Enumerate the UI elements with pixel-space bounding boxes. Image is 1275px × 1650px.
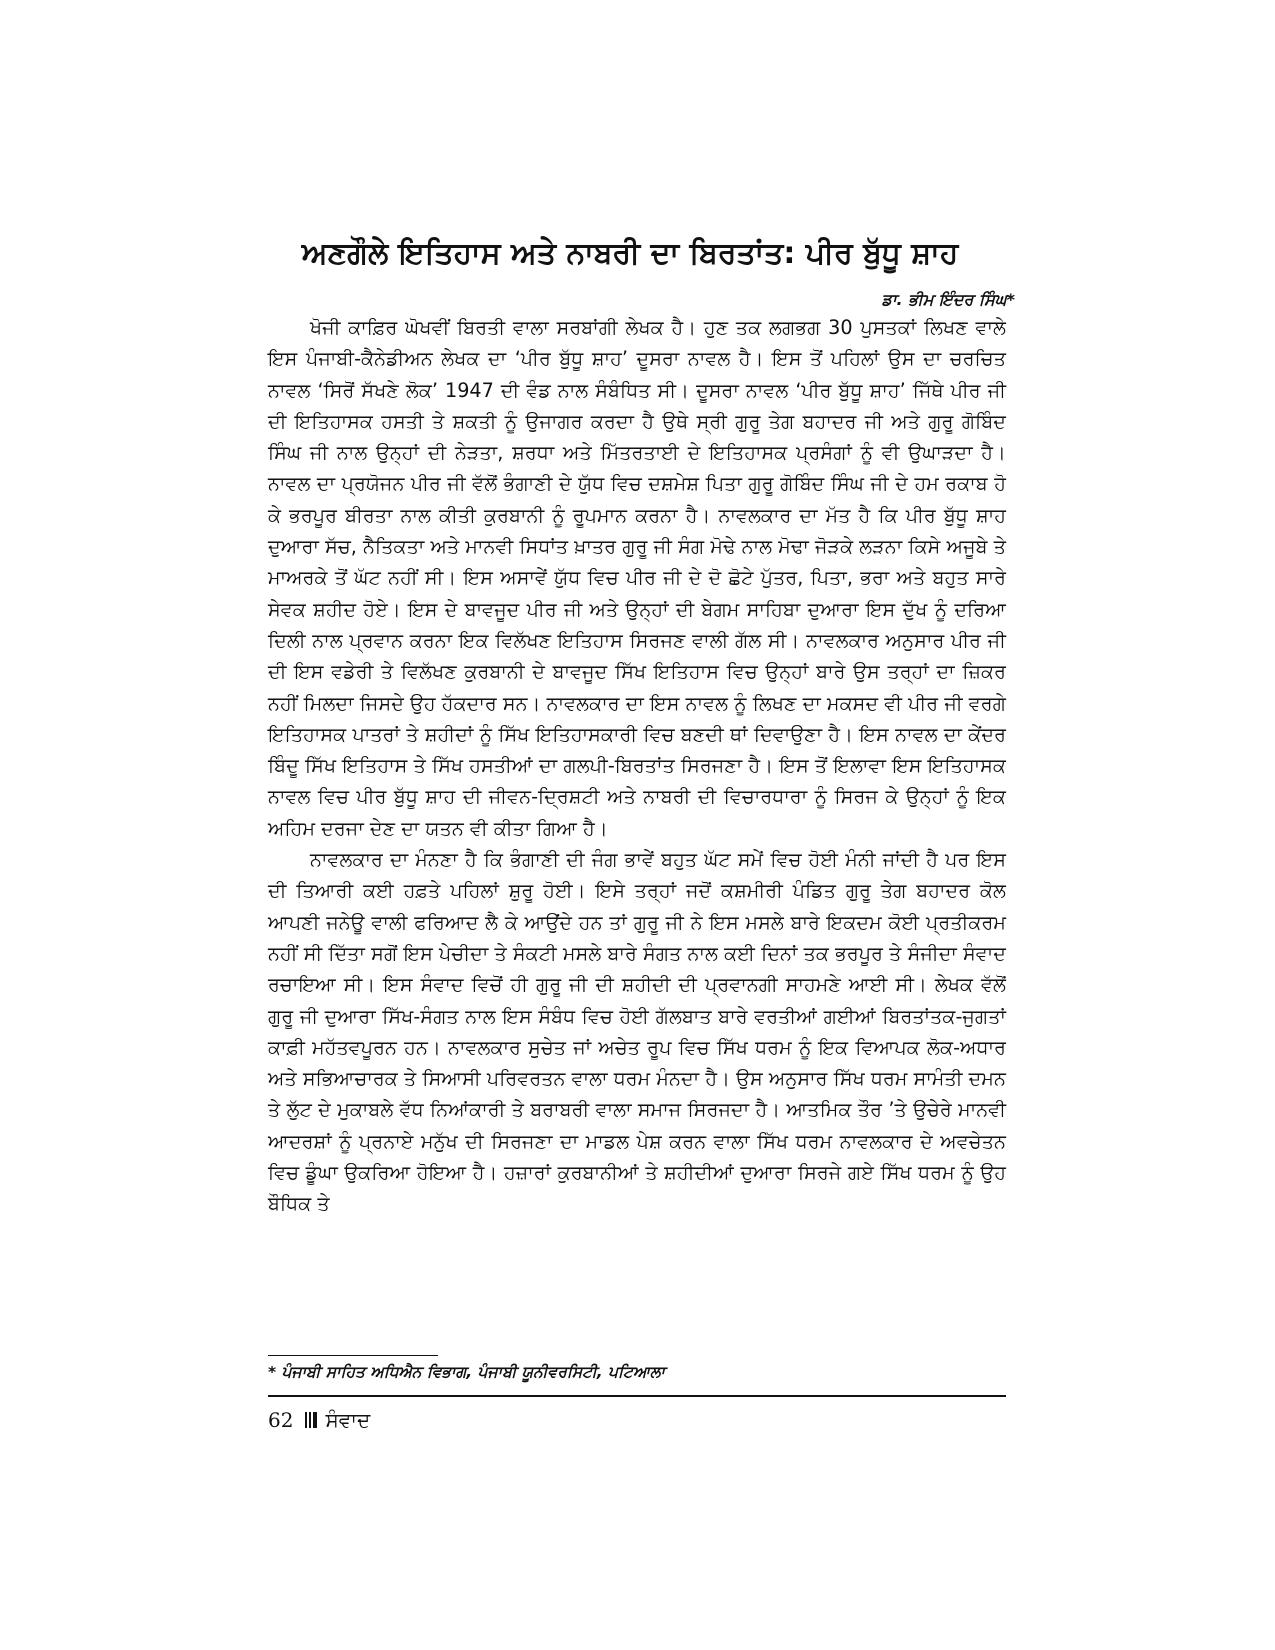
body-paragraph-2: ਨਾਵਲਕਾਰ ਦਾ ਮੰਨਣਾ ਹੈ ਕਿ ਭੰਗਾਣੀ ਦੀ ਜੰਗ ਭਾਵੇਂ ਬਹੁਤ ਘੱਟ ਸਮੇਂ ਵਿਚ ਹੋਈ ਮੰਨੀ ਜਾਂਦੀ ਹੈ ਪਰ ਇਸ ਦੀ ਤਿਆਰੀ ਕਈ ਹਫ਼ਤੇ ਪਹਿਲਾਂ ਸ਼ੁਰੂ ਹੋਈ। ਇਸੇ ਤਰ੍ਹਾਂ ਜਦੋਂ ਕਸ਼ਮੀਰੀ ਪੰਡਿਤ ਗੁਰੂ ਤੇਗ ਬਹਾਦਰ ਕੋਲ ਆਪਣੀ ਜਨੇਊ ਵਾਲੀ ਫਰਿਆਦ ਲੈ ਕੇ ਆਉਂਦੇ ਹਨ ਤਾਂ ਗੁਰੂ ਜੀ ਨੇ ਇਸ ਮਸਲੇ ਬਾਰੇ ਇਕਦਮ ਕੋਈ ਪ੍ਰਤੀਕਰਮ ਨਹੀਂ ਸੀ ਦਿੱਤਾ ਸਗੋਂ ਇਸ ਪੇਚੀਦਾ ਤੇ ਸੰਕਟੀ ਮਸਲੇ ਬਾਰੇ ਸੰਗਤ ਨਾਲ ਕਈ ਦਿਨਾਂ ਤਕ ਭਰਪੂਰ ਤੇ ਸੰਜੀਦਾ ਸੰਵਾਦ ਰਚਾਇਆ ਸੀ। ਇਸ ਸੰਵਾਦ ਵਿਚੋਂ ਹੀ ਗੁਰੂ ਜੀ ਦੀ ਸ਼ਹੀਦੀ ਦੀ ਪ੍ਰਵਾਨਗੀ ਸਾਹਮਣੇ ਆਈ ਸੀ। ਲੇਖਕ ਵੱਲੋਂ ਗੁਰੂ ਜੀ ਦੁਆਰਾ ਸਿੱਖ-ਸੰਗਤ ਨਾਲ ਇਸ ਸੰਬੰਧ ਵਿਚ ਹੋਈ ਗੱਲਬਾਤ ਬਾਰੇ ਵਰਤੀਆਂ ਗਈਆਂ ਬਿਰਤਾਂਤਕ-ਜੁਗਤਾਂ ਕਾਫ਼ੀ ਮਹੱਤਵਪੂਰਨ ਹਨ। ਨਾਵਲਕਾਰ ਸੁਚੇਤ ਜਾਂ ਅਚੇਤ ਰੂਪ ਵਿਚ ਸਿੱਖ ਧਰਮ ਨੂੰ ਇਕ ਵਿਆਪਕ ਲੋਕ-ਅਧਾਰ ਅਤੇ ਸਭਿਆਚਾਰਕ ਤੇ ਸਿਆਸੀ ਪਰਿਵਰਤਨ ਵਾਲਾ ਧਰਮ ਮੰਨਦਾ ਹੈ। ਉਸ ਅਨੁਸਾਰ ਸਿੱਖ ਧਰਮ ਸਾਮੰਤੀ ਦਮਨ ਤੇ ਲੁੱਟ ਦੇ ਮੁਕਾਬਲੇ ਵੱਧ ਨਿਆਂਕਾਰੀ ਤੇ ਬਰਾਬਰੀ ਵਾਲਾ ਸਮਾਜ ਸਿਰਜਦਾ ਹੈ। ਆਤਮਿਕ ਤੌਰ ’ਤੇ ਉਚੇਰੇ ਮਾਨਵੀ ਆਦਰਸ਼ਾਂ ਨੂੰ ਪ੍ਰਨਾਏ ਮਨੁੱਖ ਦੀ ਸਿਰਜਣਾ ਦਾ ਮਾਡਲ ਪੇਸ਼ ਕਰਨ ਵਾਲਾ ਸਿੱਖ ਧਰਮ ਨਾਵਲਕਾਰ ਦੇ ਅਵਚੇਤਨ ਵਿਚ ਡੂੰਘਾ ਉਕਰਿਆ ਹੋਇਆ ਹੈ। ਹਜ਼ਾਰਾਂ ਕੁਰਬਾਨੀਆਂ ਤੇ ਸ਼ਹੀਦੀਆਂ ਦੁਆਰਾ ਸਿਰਜੇ ਗਏ ਸਿੱਖ ਧਰਮ ਨੂੰ ਉਹ ਬੌਧਿਕ ਤੇ [268, 848, 1006, 1216]
article-title: ਅਣਗੌਲੇ ਇਤਿਹਾਸ ਅਤੇ ਨਾਬਰੀ ਦਾ ਬਿਰਤਾਂਤ: ਪੀਰ ਬੁੱਧੂ ਸ਼ਾਹ [301, 236, 959, 271]
footer-divider [268, 1395, 1006, 1397]
page-footer [268, 1402, 370, 1438]
article-body [268, 312, 1006, 1220]
footnote-divider [268, 1355, 438, 1356]
author-name: ਡਾ. ਭੀਮ ਇੰਦਰ ਸਿੰਘ* [881, 290, 1015, 309]
footnote: * ਪੰਜਾਬੀ ਸਾਹਿਤ ਅਧਿਐਨ ਵਿਭਾਗ, ਪੰਜਾਬੀ ਯੂਨੀਵਰਸਿਟੀ, ਪਟਿਆਲਾ [268, 1363, 665, 1381]
journal-logo-bars-icon [305, 1411, 317, 1429]
body-paragraph-1: ਖੋਜੀ ਕਾਫ਼ਿਰ ਘੋਖਵੀਂ ਬਿਰਤੀ ਵਾਲਾ ਸਰਬਾਂਗੀ ਲੇਖਕ ਹੈ। ਹੁਣ ਤਕ ਲਗਭਗ 30 ਪੁਸਤਕਾਂ ਲਿਖਣ ਵਾਲੇ ਇਸ ਪੰਜਾਬੀ-ਕੈਨੇਡੀਅਨ ਲੇਖਕ ਦਾ ‘ਪੀਰ ਬੁੱਧੂ ਸ਼ਾਹ’ ਦੂਸਰਾ ਨਾਵਲ ਹੈ। ਇਸ ਤੋਂ ਪਹਿਲਾਂ ਉਸ ਦਾ ਚਰਚਿਤ ਨਾਵਲ ‘ਸਿਰੋਂ ਸੱਖਣੇ ਲੋਕ’ 1947 ਦੀ ਵੰਡ ਨਾਲ ਸੰਬੰਧਿਤ ਸੀ। ਦੂਸਰਾ ਨਾਵਲ ‘ਪੀਰ ਬੁੱਧੂ ਸ਼ਾਹ’ ਜਿੱਥੇ ਪੀਰ ਜੀ ਦੀ ਇਤਿਹਾਸਕ ਹਸਤੀ ਤੇ ਸ਼ਕਤੀ ਨੂੰ ਉਜਾਗਰ ਕਰਦਾ ਹੈ ਉਥੇ ਸ੍ਰੀ ਗੁਰੂ ਤੇਗ ਬਹਾਦਰ ਜੀ ਅਤੇ ਗੁਰੂ ਗੋਬਿੰਦ ਸਿੰਘ ਜੀ ਨਾਲ ਉਨ੍ਹਾਂ ਦੀ ਨੇੜਤਾ, ਸ਼ਰਧਾ ਅਤੇ ਮਿੱਤਰਤਾਈ ਦੇ ਇਤਿਹਾਸਕ ਪ੍ਰਸੰਗਾਂ ਨੂੰ ਵੀ ਉਘਾੜਦਾ ਹੈ। ਨਾਵਲ ਦਾ ਪ੍ਰਯੋਜਨ ਪੀਰ ਜੀ ਵੱਲੋਂ ਭੰਗਾਣੀ ਦੇ ਯੁੱਧ ਵਿਚ ਦਸ਼ਮੇਸ਼ ਪਿਤਾ ਗੁਰੂ ਗੋਬਿੰਦ ਸਿੰਘ ਜੀ ਦੇ ਹਮ ਰਕਾਬ ਹੋ ਕੇ ਭਰਪੂਰ ਬੀਰਤਾ ਨਾਲ ਕੀਤੀ ਕੁਰਬਾਨੀ ਨੂੰ ਰੂਪਮਾਨ ਕਰਨਾ ਹੈ। ਨਾਵਲਕਾਰ ਦਾ ਮੱਤ ਹੈ ਕਿ ਪੀਰ ਬੁੱਧੂ ਸ਼ਾਹ ਦੁਆਰਾ ਸੱਚ, ਨੈਤਿਕਤਾ ਅਤੇ ਮਾਨਵੀ ਸਿਧਾਂਤ ਖ਼ਾਤਰ ਗੁਰੂ ਜੀ ਸੰਗ ਮੋਢੇ ਨਾਲ ਮੋਢਾ ਜੋੜਕੇ ਲੜਨਾ ਕਿਸੇ ਅਜੂਬੇ ਤੇ ਮਾਅਰਕੇ ਤੋਂ ਘੱਟ ਨਹੀਂ ਸੀ। ਇਸ ਅਸਾਵੇਂ ਯੁੱਧ ਵਿਚ ਪੀਰ ਜੀ ਦੇ ਦੋ ਛੋਟੇ ਪੁੱਤਰ, ਪਿਤਾ, ਭਰਾ ਅਤੇ ਬਹੁਤ ਸਾਰੇ ਸੇਵਕ ਸ਼ਹੀਦ ਹੋਏ। ਇਸ ਦੇ ਬਾਵਜੂਦ ਪੀਰ ਜੀ ਅਤੇ ਉਨ੍ਹਾਂ ਦੀ ਬੇਗਮ ਸਾਹਿਬਾ ਦੁਆਰਾ ਇਸ ਦੁੱਖ ਨੂੰ ਦਰਿਆ ਦਿਲੀ ਨਾਲ ਪ੍ਰਵਾਨ ਕਰਨਾ ਇਕ ਵਿਲੱਖਣ ਇਤਿਹਾਸ ਸਿਰਜਣ ਵਾਲੀ ਗੱਲ ਸੀ। ਨਾਵਲਕਾਰ ਅਨੁਸਾਰ ਪੀਰ ਜੀ ਦੀ ਇਸ ਵਡੇਰੀ ਤੇ ਵਿਲੱਖਣ ਕੁਰਬਾਨੀ ਦੇ ਬਾਵਜੂਦ ਸਿੱਖ ਇਤਿਹਾਸ ਵਿਚ ਉਨ੍ਹਾਂ ਬਾਰੇ ਉਸ ਤਰ੍ਹਾਂ ਦਾ ਜ਼ਿਕਰ ਨਹੀਂ ਮਿਲਦਾ ਜਿਸਦੇ ਉਹ ਹੱਕਦਾਰ ਸਨ। ਨਾਵਲਕਾਰ ਦਾ ਇਸ ਨਾਵਲ ਨੂੰ ਲਿਖਣ ਦਾ ਮਕਸਦ ਵੀ ਪੀਰ ਜੀ ਵਰਗੇ ਇਤਿਹਾਸਕ ਪਾਤਰਾਂ ਤੇ ਸ਼ਹੀਦਾਂ ਨੂੰ ਸਿੱਖ ਇਤਿਹਾਸਕਾਰੀ ਵਿਚ ਬਣਦੀ ਥਾਂ ਦਿਵਾਉਣਾ ਹੈ। ਇਸ ਨਾਵਲ ਦਾ ਕੇਂਦਰ ਬਿੰਦੂ ਸਿੱਖ ਇਤਿਹਾਸ ਤੇ ਸਿੱਖ ਹਸਤੀਆਂ ਦਾ ਗਲਪੀ-ਬਿਰਤਾਂਤ ਸਿਰਜਣਾ ਹੈ। ਇਸ ਤੋਂ ਇਲਾਵਾ ਇਸ ਇਤਿਹਾਸਕ ਨਾਵਲ ਵਿਚ ਪੀਰ ਬੁੱਧੂ ਸ਼ਾਹ ਦੀ ਜੀਵਨ-ਦ੍ਰਿਸ਼ਟੀ ਅਤੇ ਨਾਬਰੀ ਦੀ ਵਿਚਾਰਧਾਰਾ ਨੂੰ ਸਿਰਜ ਕੇ ਉਨ੍ਹਾਂ ਨੂੰ ਇਕ ਅਹਿਮ ਦਰਜਾ ਦੇਣ ਦਾ ਯਤਨ ਵੀ ਕੀਤਾ ਗਿਆ ਹੈ। [268, 316, 1006, 840]
journal-name: ਸੰਵਾਦ [325, 1408, 371, 1432]
page-number: 62 [268, 1408, 294, 1432]
